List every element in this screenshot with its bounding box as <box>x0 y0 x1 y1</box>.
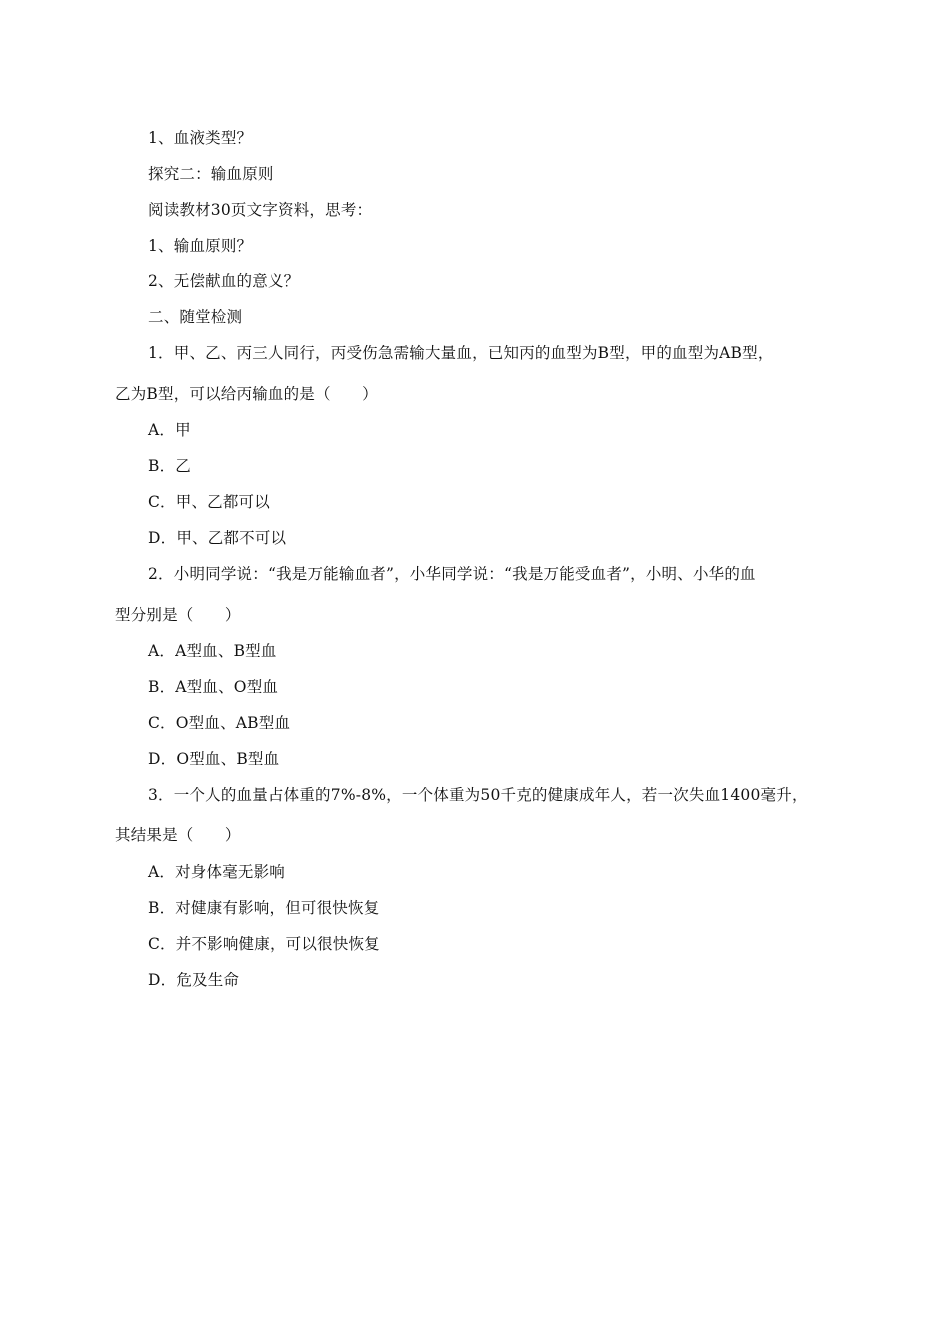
question-1-text-continued: 乙为B型，可以给丙输血的是（ ） <box>115 385 378 403</box>
question-2-option-b: B．A型血、O型血 <box>148 678 279 696</box>
question-3-option-c: C．并不影响健康，可以很快恢复 <box>148 935 380 953</box>
question-2-text: 2．小明同学说：“我是万能输血者”，小华同学说：“我是万能受血者”，小明、小华的血 <box>148 565 756 583</box>
question-3-option-b: B．对健康有影响，但可很快恢复 <box>148 899 380 917</box>
question-2-option-c: C．O型血、AB型血 <box>148 714 291 732</box>
question-1-option-c: C．甲、乙都可以 <box>148 493 270 511</box>
heading-inquiry-two: 探究二：输血原则 <box>148 165 274 183</box>
question-3-text: 3．一个人的血量占体重的7%-8%，一个体重为50千克的健康成年人，若一次失血1400毫升， <box>148 786 808 804</box>
question-2-option-d: D．O型血、B型血 <box>148 750 280 768</box>
question-transfusion-principle: 1、输血原则？ <box>148 237 253 255</box>
section-question-blood-types: 1、血液类型？ <box>148 129 253 147</box>
question-3-option-d: D．危及生命 <box>148 971 240 989</box>
question-2-option-a: A．A型血、B型血 <box>148 642 277 660</box>
question-1-option-a: A．甲 <box>148 421 191 439</box>
question-2-text-continued: 型分别是（ ） <box>115 606 241 624</box>
question-3-text-continued: 其结果是（ ） <box>115 826 241 844</box>
question-1-text: 1．甲、乙、丙三人同行，丙受伤急需输大量血，已知丙的血型为B型，甲的血型为AB型， <box>148 344 774 362</box>
question-donation-meaning: 2、无偿献血的意义？ <box>148 272 300 290</box>
question-1-option-b: B．乙 <box>148 457 191 475</box>
question-1-option-d: D．甲、乙都不可以 <box>148 529 287 547</box>
question-3-option-a: A．对身体毫无影响 <box>148 863 285 881</box>
heading-class-test: 二、随堂检测 <box>148 308 243 326</box>
reading-instruction: 阅读教材30页文字资料，思考： <box>148 201 373 219</box>
